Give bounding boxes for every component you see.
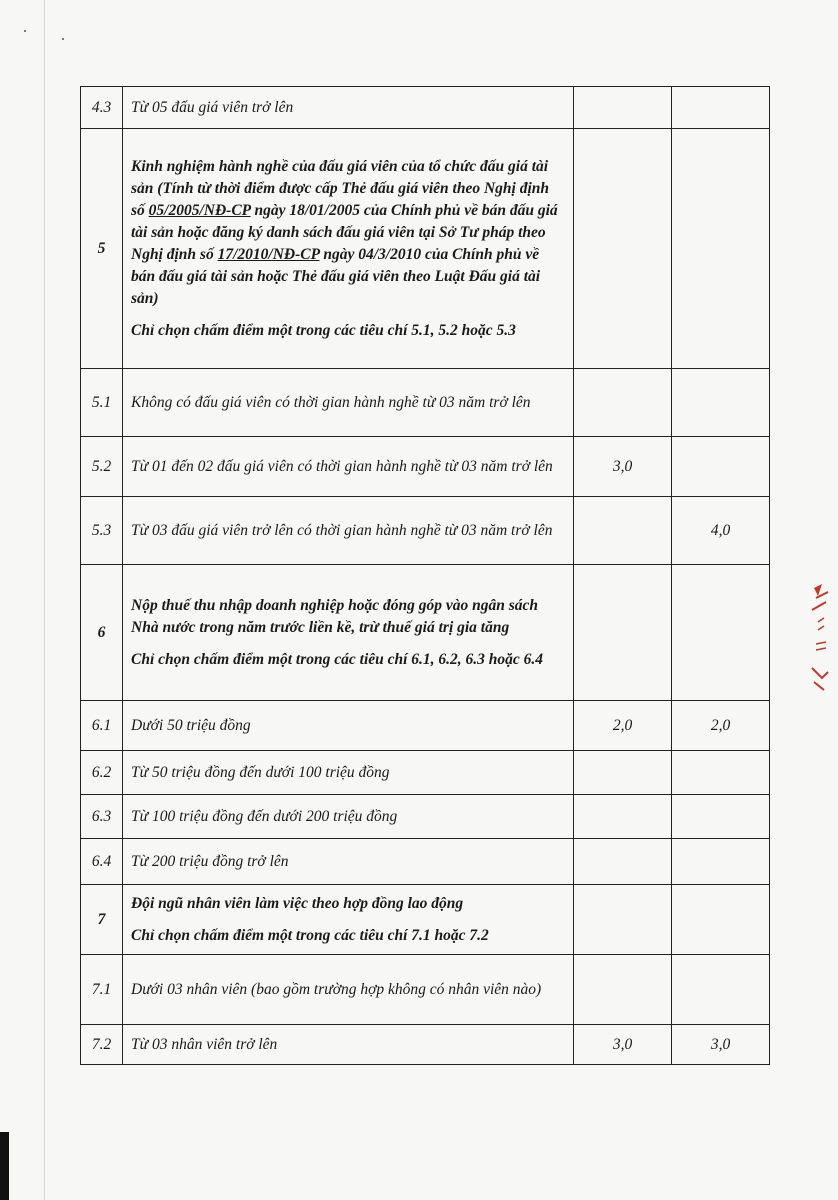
score-cell-a: [574, 885, 672, 955]
table-row: [81, 751, 770, 795]
score-cell-b: [672, 839, 770, 885]
row-description: Từ 05 đấu giá viên trở lên: [123, 87, 574, 129]
selection-note: Chỉ chọn chấm điểm một trong các tiêu chí 7.1 hoặc 7.2: [131, 926, 489, 944]
selection-note: Chỉ chọn chấm điểm một trong các tiêu chí 5.1, 5.2 hoặc 5.3: [131, 321, 516, 339]
table-row: [81, 565, 770, 701]
row-description: [123, 885, 574, 955]
criterion-text: Đội ngũ nhân viên làm việc theo hợp đồng lao động: [131, 894, 464, 912]
score-cell-b: [672, 795, 770, 839]
row-description: Từ 01 đến 02 đấu giá viên có thời gian hành nghề từ 03 năm trở lên: [123, 437, 574, 497]
row-description: Từ 100 triệu đồng đến dưới 200 triệu đồng: [123, 795, 574, 839]
page-edge-line: [44, 0, 45, 1200]
row-number: 5.2: [81, 437, 123, 497]
score-cell-a: 2,0: [574, 701, 672, 751]
row-description: Từ 50 triệu đồng đến dưới 100 triệu đồng: [123, 751, 574, 795]
scan-speck: [62, 38, 64, 40]
row-description: Không có đấu giá viên có thời gian hành nghề từ 03 năm trở lên: [123, 369, 574, 437]
score-cell-b: [672, 437, 770, 497]
criterion-text: ngày 04/3/2010 của Chính phủ về bán đấu giá tài sản hoặc Thẻ đấu giá viên theo Luật Đấu giá tài sản): [131, 245, 541, 307]
red-stamp-bleed-icon: [808, 582, 834, 692]
row-description: Từ 200 triệu đồng trở lên: [123, 839, 574, 885]
table-row: [81, 1025, 770, 1065]
table-row: [81, 497, 770, 565]
score-cell-b: 3,0: [672, 1025, 770, 1065]
row-number: 6.1: [81, 701, 123, 751]
row-number: 7.2: [81, 1025, 123, 1065]
row-number: 6: [81, 565, 123, 701]
row-number: 5.3: [81, 497, 123, 565]
row-number: 6.2: [81, 751, 123, 795]
score-cell-a: [574, 751, 672, 795]
scan-speck: [24, 30, 26, 32]
score-cell-a: [574, 129, 672, 369]
score-cell-b: 2,0: [672, 701, 770, 751]
table-row: [81, 437, 770, 497]
row-description: Dưới 50 triệu đồng: [123, 701, 574, 751]
table-row: [81, 369, 770, 437]
score-cell-b: [672, 885, 770, 955]
score-cell-a: [574, 955, 672, 1025]
binder-mark: [0, 1132, 9, 1200]
score-cell-b: [672, 87, 770, 129]
decree-reference: 17/2010/NĐ-CP: [217, 245, 320, 263]
score-cell-a: 3,0: [574, 437, 672, 497]
row-number: 7: [81, 885, 123, 955]
decree-reference: 05/2005/NĐ-CP: [148, 201, 251, 219]
criteria-table: [80, 86, 770, 1065]
table-row: [81, 129, 770, 369]
row-number: 5.1: [81, 369, 123, 437]
criterion-text: ngày 18/01/2005 của Chính phủ về bán đấu giá tài sản hoặc đăng ký danh sách đấu giá viên tại Sở Tư pháp theo Nghị định số: [131, 201, 558, 263]
table-row: [81, 839, 770, 885]
score-cell-a: [574, 497, 672, 565]
row-description: Từ 03 đấu giá viên trở lên có thời gian hành nghề từ 03 năm trở lên: [123, 497, 574, 565]
score-cell-b: [672, 369, 770, 437]
selection-note: Chỉ chọn chấm điểm một trong các tiêu chí 6.1, 6.2, 6.3 hoặc 6.4: [131, 650, 544, 668]
table-row: [81, 87, 770, 129]
criterion-text: Nộp thuế thu nhập doanh nghiệp hoặc đóng góp vào ngân sách Nhà nước trong năm trước liền kề, trừ thuế giá trị gia tăng: [131, 596, 538, 636]
table-row: [81, 955, 770, 1025]
score-cell-b: [672, 129, 770, 369]
row-number: 5: [81, 129, 123, 369]
table-row: [81, 701, 770, 751]
table-row: [81, 885, 770, 955]
row-description: Từ 03 nhân viên trở lên: [123, 1025, 574, 1065]
score-cell-a: [574, 565, 672, 701]
row-number: 6.3: [81, 795, 123, 839]
score-cell-b: [672, 565, 770, 701]
row-description: [123, 129, 574, 369]
row-number: 7.1: [81, 955, 123, 1025]
score-cell-b: 4,0: [672, 497, 770, 565]
score-cell-a: [574, 839, 672, 885]
score-cell-a: [574, 795, 672, 839]
score-cell-b: [672, 955, 770, 1025]
table-row: [81, 795, 770, 839]
row-description: Dưới 03 nhân viên (bao gồm trường hợp không có nhân viên nào): [123, 955, 574, 1025]
row-number: 4.3: [81, 87, 123, 129]
criterion-text: Kinh nghiệm hành nghề của đấu giá viên của tổ chức đấu giá tài sản (Tính từ thời điểm được cấp Thẻ đấu giá viên theo Nghị định số: [131, 157, 550, 219]
row-number: 6.4: [81, 839, 123, 885]
score-cell-a: [574, 369, 672, 437]
row-description: [123, 565, 574, 701]
score-cell-a: 3,0: [574, 1025, 672, 1065]
score-cell-a: [574, 87, 672, 129]
score-cell-b: [672, 751, 770, 795]
